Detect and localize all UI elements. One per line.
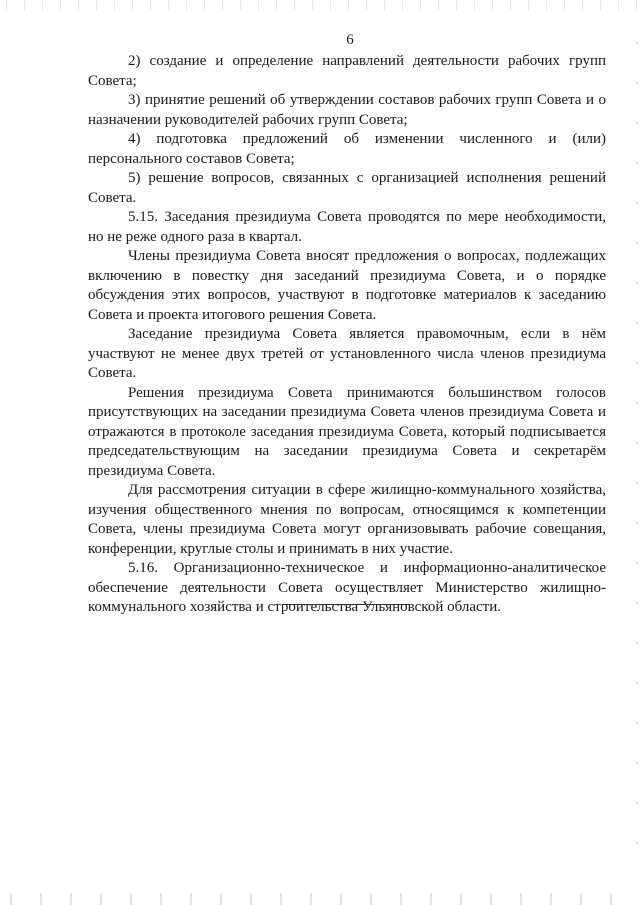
end-divider-line [282,604,410,605]
scan-artifact-top [0,0,640,10]
paragraph-item-3: 3) принятие решений об утверждении составов рабочих групп Совета и о назначении руководителей рабочих групп Совета; [88,92,606,128]
paragraph-item-5: 5) решение вопросов, связанных с организацией исполнения решений Совета. [88,170,606,206]
scan-artifact-right [636,30,638,870]
scan-artifact-bottom [0,893,640,905]
paragraph-item-4: 4) подготовка предложений об изменении численного и (или) персонального составов Совета; [88,131,606,167]
paragraph-members-proposals: Члены президиума Совета вносят предложения о вопросах, подлежащих включению в повестку дня заседаний президиума Совета, и о порядке обсуждения этих вопросов, участвуют в подготовке материалов к заседанию Совета и проекта итогового решения Совета. [88,248,606,323]
paragraph-5-16: 5.16. Организационно-техническое и информационно-аналитическое обеспечение деятельности Совета осуществляет Министерство жилищно-коммунального хозяйства и строительства Ульяновской области. [88,560,606,615]
paragraph-decisions: Решения президиума Совета принимаются большинством голосов присутствующих на заседании президиума Совета членов президиума Совета и отражаются в протоколе заседания президиума Совета, который подписывается председательствующим на заседании президиума Совета и секретарём президиума Совета. [88,384,606,479]
paragraph-5-15: 5.15. Заседания президиума Совета проводятся по мере необходимости, но не реже одного раза в квартал. [88,209,606,245]
paragraph-quorum: Заседание президиума Совета является правомочным, если в нём участвуют не менее двух третей от установленного числа членов президиума Совета. [88,326,606,381]
paragraph-item-2: 2) создание и определение направлений деятельности рабочих групп Совета; [88,53,606,89]
page-number: 6 [346,32,354,48]
paragraph-meetings: Для рассмотрения ситуации в сфере жилищно-коммунального хозяйства, изучения общественного мнения по вопросам, относящимся к компетенции Совета, члены президиума Совета могут организовывать рабочие совещания, конференции, круглые столы и принимать в них участие. [88,482,606,557]
document-body [88,52,606,618]
